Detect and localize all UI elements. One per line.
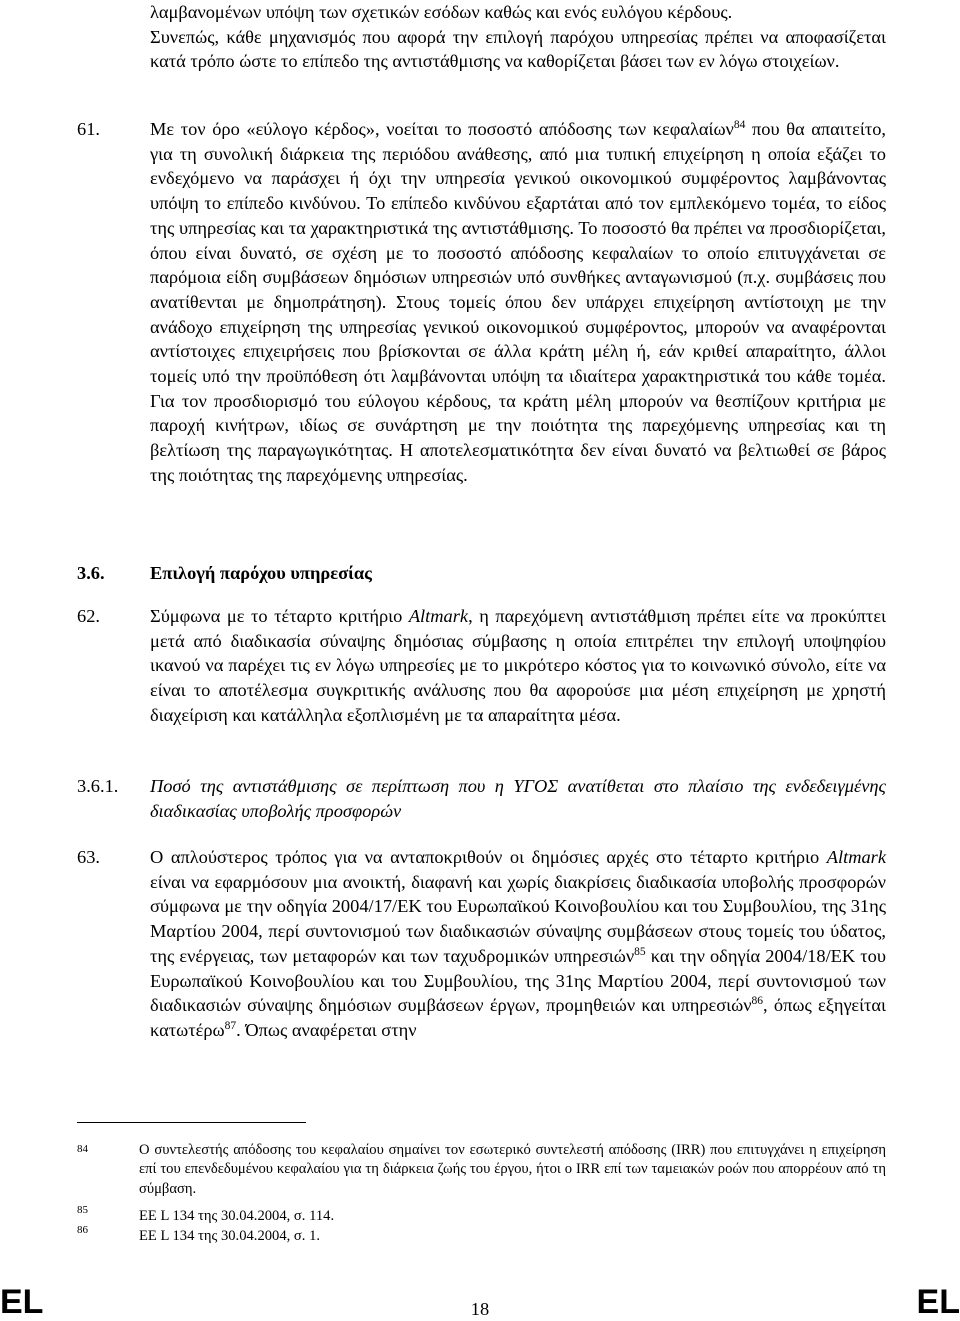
footnote-text: ΕΕ L 134 της 30.04.2004, σ. 114. [139,1208,335,1224]
section-title: Επιλογή παρόχου υπηρεσίας [150,563,372,583]
section-heading-3-6-1 [77,774,886,823]
section-title: Ποσό της αντιστάθμισης σε περίπτωση που η ΥΓΟΣ ανατίθεται στο πλαίσιο της ενδεδειγμένης διαδικασίας υποβολής προσφορών [150,776,886,821]
text-segment: Ο απλούστερος τρόπος για να ανταποκριθούν οι δημόσιες αρχές στο τέταρτο κριτήριο [150,847,827,867]
footnote-ref-84[interactable]: 84 [733,118,746,131]
footnote-number: 86 [77,1224,88,1236]
footnote-text: ΕΕ L 134 της 30.04.2004, σ. 1. [139,1228,321,1244]
footnote-text: Ο συντελεστής απόδοσης του κεφαλαίου σημαίνει τον εσωτερικό συντελεστή απόδοσης (IRR) που επιτυγχάνει η επιχείρηση επί του επενδεδυμένου κεφαλαίου για τη διάρκεια ζωής του έργου, ήτοι ο IRR επί των ταμειακών ροών που απορρέουν από τη σύμβαση. [139,1142,886,1197]
text-segment: , η παρεχόμενη αντιστάθμιση πρέπει είτε να προκύπτει μετά από διαδικασία σύναψης δημόσιας σύμβασης η οποία επιτρέπει την επιλογή υποψηφίου ικανού να παρέχει τις εν λόγω υπηρεσίες με το μικρότερο κόστος για το κοινωνικό σύνολο, είτε να είναι το αποτέλεσμα συγκριτικής ανάλυσης που θα αφορούσε μια μέση επιχείρηση με χρηστή διαχείριση και κατάλληλα εξοπλισμένη με τα απαραίτητα μέσα. [150,606,886,725]
paragraph-number: 63. [77,847,100,867]
intro-line-1: λαμβανομένων υπόψη των σχετικών εσόδων καθώς και ενός ευλόγου κέρδους. [150,2,733,22]
altmark-term: Altmark [408,606,469,626]
section-heading-3-6 [77,561,886,586]
footnote-ref-87[interactable]: 87 [224,1019,237,1032]
footnote-separator [77,1122,306,1123]
paragraph-text [150,845,886,1043]
language-code-left: EL [0,1283,44,1321]
section-number: 3.6. [77,563,105,583]
text-segment: είναι να εφαρμόσουν μια ανοικτή, διαφανή και χωρίς διακρίσεις διαδικασία υποβολής προσφορών σύμφωνα με την οδηγία 2004/17/ΕΚ του Ευρωπαϊκού Κοινοβουλίου και του Συμβουλίου, της 31ης Μαρτίου 2004, περί συντονισμού των διαδικασιών σύναψης συμβάσεων στους τομείς του ύδατος, της ενέργειας, των μεταφορών και των ταχυδρομικών υπηρεσιών [150,871,886,966]
intro-continuation: Συνεπώς, κάθε μηχανισμός που αφορά την επιλογή παρόχου υπηρεσίας πρέπει να αποφασίζεται κατά τρόπο ώστε το επίπεδο της αντιστάθμισης να καθορίζεται βάσει των εν λόγω στοιχείων. [150,26,886,72]
footnote-ref-85[interactable]: 85 [634,945,646,958]
paragraph-63 [77,845,886,1043]
section-number: 3.6.1. [77,776,119,796]
footnote-ref-86[interactable]: 86 [751,995,764,1008]
paragraph-61 [77,117,886,488]
altmark-term: Altmark [826,847,886,867]
footnote-number: 85 [77,1204,88,1216]
footnote-86 [77,1224,886,1246]
footnote-84 [77,1141,886,1199]
paragraph-text [150,117,886,488]
footnote-85 [77,1204,886,1226]
text-segment: Με τον όρο «εύλογο κέρδος», νοείται το ποσοστό απόδοσης των κεφαλαίων [150,119,734,139]
paragraph-62 [77,604,886,728]
text-segment: . Όπως αναφέρεται στην [236,1019,417,1040]
text-segment: που θα απαιτείτο, για τη συνολική διάρκεια της περιόδου ανάθεσης, από μια τυπική επιχείρηση η οποία εξάζει το ενδεχόμενο να παράσχει ή όχι την υπηρεσία γενικού οικονομικού συμφέροντος λαμβάνοντας υπόψη το επίπεδο κινδύνου. Το επίπεδο κινδύνου εξαρτάται από τον εμπλεκόμενο τομέα, το είδος της υπηρεσίας και τα χαρακτηριστικά της αντιστάθμισης. Το ποσοστό θα πρέπει να προσδιορίζεται, όπου είναι δυνατό, σε σχέση με το ποσοστό απόδοσης κεφαλαίων το οποίο επιτυγχάνεται σε παρόμοια είδη συμβάσεων δημόσιων υπηρεσιών υπό συνθήκες ανταγωνισμού (π.χ. συμβάσεις που ανατίθενται με δημοπράτηση). Στους τομείς όπου δεν υπάρχει επιχείρηση αντίστοιχη με την ανάδοχο επιχείρηση της υπηρεσίας γενικού οικονομικού συμφέροντος, μπορούν να αναφέρονται αντίστοιχες επιχειρήσεις που βρίσκονται σε άλλα κράτη μέλη ή, εάν κριθεί απαραίτητο, άλλοι τομείς υπό την προϋπόθεση ότι λαμβάνονται υπόψη τα ιδιαίτερα χαρακτηριστικά του κάθε τομέα. Για τον προσδιορισμό του εύλογου κέρδους, τα κράτη μέλη μπορούν να θεσπίζουν κριτήρια με παροχή κινήτρων, ιδίως σε συνάρτηση με την ποιότητα της παρεχόμενης υπηρεσίας και τη βελτίωση της παραγωγικότητας. Η αποτελεσματικότητα δεν είναι δυνατό να βελτιωθεί σε βάρος της ποιότητας της παρεχόμενης υπηρεσίας. [150,119,887,485]
text-segment: , όπως εξηγείται κατωτέρω [150,995,886,1040]
footnote-number: 84 [77,1143,88,1155]
intro-paragraph [150,0,886,74]
language-code-right: EL [916,1283,960,1321]
text-segment: Σύμφωνα με το τέταρτο κριτήριο [150,606,409,626]
paragraph-number: 61. [77,119,100,139]
page-number: 18 [470,1299,490,1319]
text-segment: και την οδηγία 2004/18/ΕΚ του Ευρωπαϊκού Κοινοβουλίου και του Συμβουλίου, της 31ης Μαρτίου 2004, περί συντονισμού των διαδικασιών σύναψης δημόσιων συμβάσεων έργων, προμηθειών και υπηρεσιών [150,945,886,1016]
paragraph-text [150,604,886,728]
paragraph-number: 62. [77,606,100,626]
